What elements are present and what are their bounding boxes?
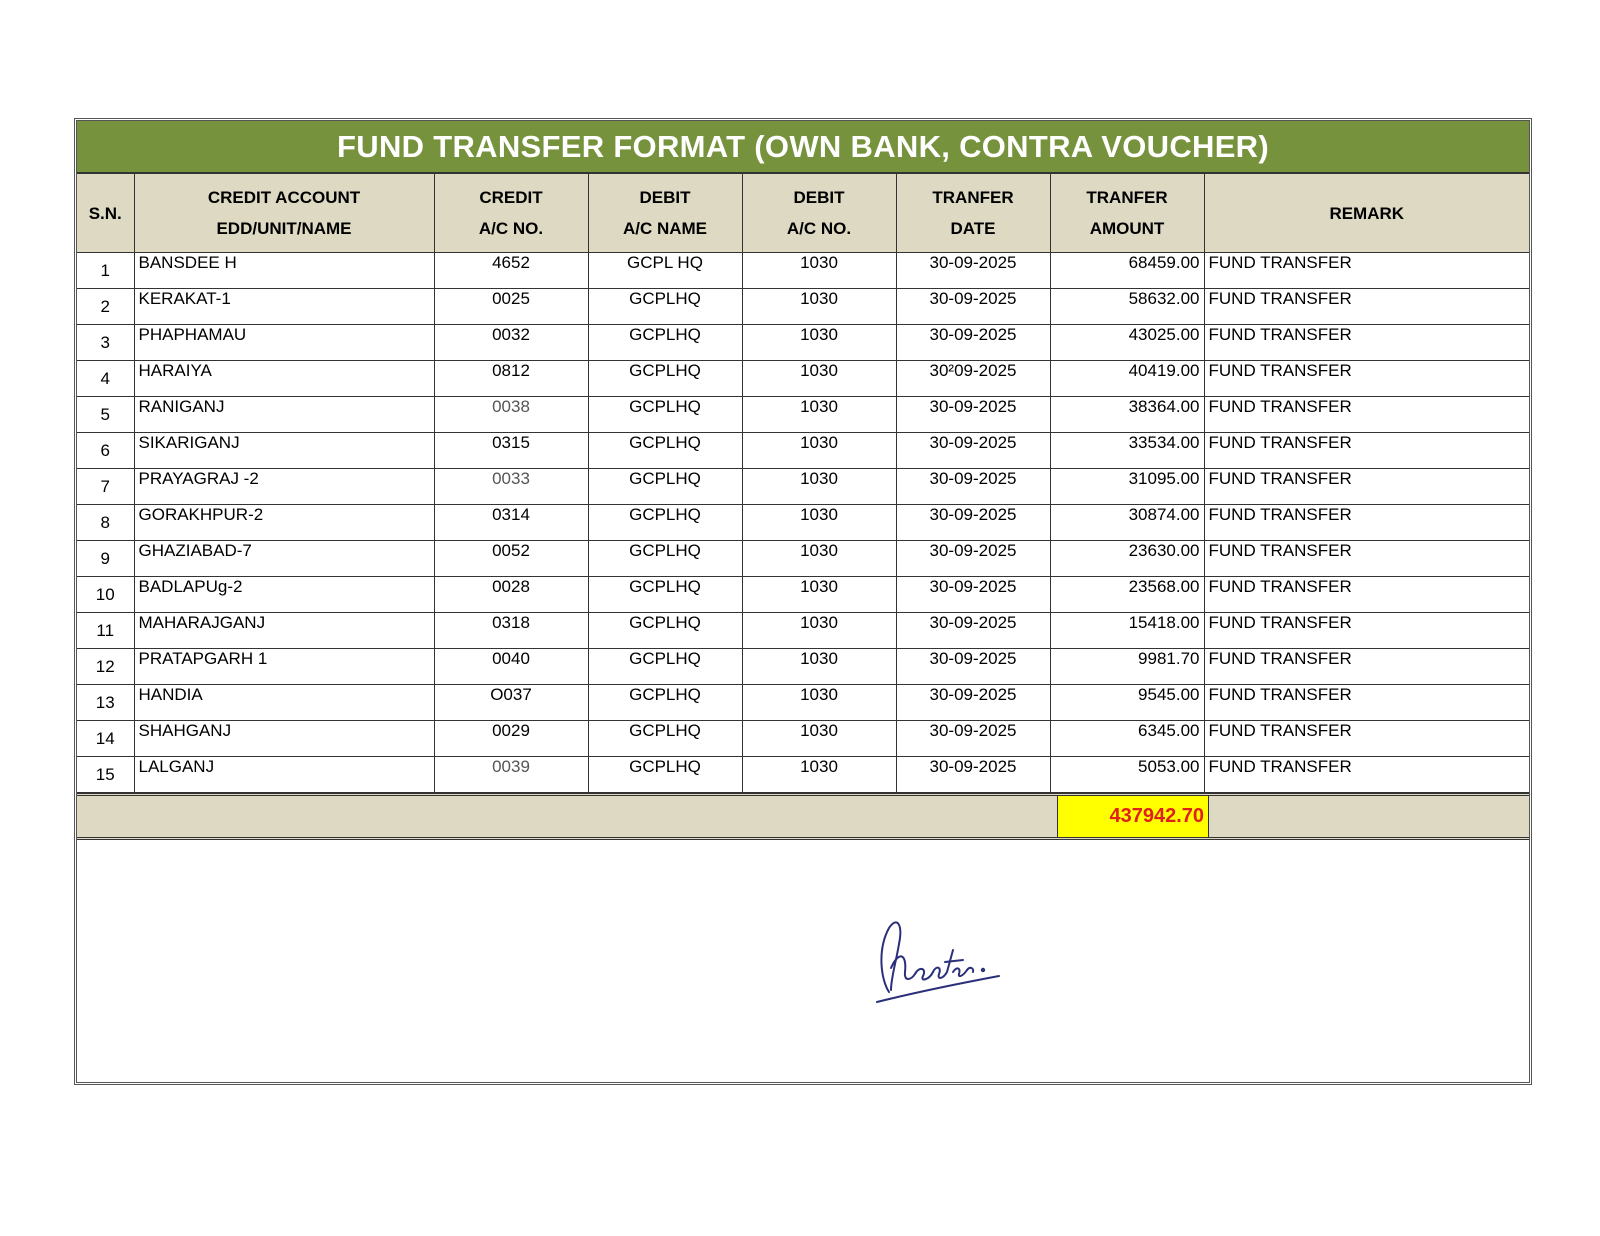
cell-credit-ac-no[interactable]: 0040: [434, 649, 588, 685]
cell-credit-account-name[interactable]: SIKARIGANJ: [134, 433, 434, 469]
cell-debit-ac-name[interactable]: GCPLHQ: [588, 649, 742, 685]
cell-sn[interactable]: 2: [77, 289, 134, 325]
cell-credit-account-name[interactable]: SHAHGANJ: [134, 721, 434, 757]
header-sn: S.N.: [77, 174, 134, 253]
cell-credit-account-name[interactable]: GHAZIABAD-7: [134, 541, 434, 577]
cell-credit-ac-no[interactable]: 0318: [434, 613, 588, 649]
total-row: [77, 793, 1529, 840]
total-row-remark-cell: [1209, 796, 1529, 837]
header-credit-ac-no: CREDIT A/C NO.: [434, 174, 588, 253]
cell-sn[interactable]: 8: [77, 505, 134, 541]
transfer-rows: [77, 253, 1529, 793]
cell-credit-account-name[interactable]: MAHARAJGANJ: [134, 613, 434, 649]
cell-debit-ac-no[interactable]: 1030: [742, 253, 896, 289]
cell-credit-ac-no[interactable]: 0033: [434, 469, 588, 505]
cell-remark[interactable]: FUND TRANSFER: [1204, 721, 1529, 757]
table-row: [77, 433, 1529, 469]
cell-remark[interactable]: FUND TRANSFER: [1204, 325, 1529, 361]
header-credit-account-name: CREDIT ACCOUNT EDD/UNIT/NAME: [134, 174, 434, 253]
cell-debit-ac-name[interactable]: GCPLHQ: [588, 757, 742, 793]
cell-transfer-date[interactable]: 30-09-2025: [896, 721, 1050, 757]
cell-credit-ac-no[interactable]: 0032: [434, 325, 588, 361]
cell-credit-account-name[interactable]: KERAKAT-1: [134, 289, 434, 325]
cell-transfer-date[interactable]: 30-09-2025: [896, 469, 1050, 505]
cell-credit-ac-no[interactable]: 0314: [434, 505, 588, 541]
total-row-filler: [77, 796, 1057, 837]
cell-sn[interactable]: 14: [77, 721, 134, 757]
cell-transfer-date[interactable]: 30²09-2025: [896, 361, 1050, 397]
cell-remark[interactable]: FUND TRANSFER: [1204, 361, 1529, 397]
table-row: [77, 397, 1529, 433]
cell-debit-ac-name[interactable]: GCPLHQ: [588, 505, 742, 541]
cell-debit-ac-name[interactable]: GCPLHQ: [588, 325, 742, 361]
cell-debit-ac-no[interactable]: 1030: [742, 577, 896, 613]
total-amount[interactable]: 437942.70: [1057, 796, 1209, 837]
cell-transfer-date[interactable]: 30-09-2025: [896, 505, 1050, 541]
cell-debit-ac-name[interactable]: GCPLHQ: [588, 433, 742, 469]
cell-transfer-amount[interactable]: 31095.00: [1050, 469, 1204, 505]
cell-sn[interactable]: 7: [77, 469, 134, 505]
cell-debit-ac-no[interactable]: 1030: [742, 721, 896, 757]
table-row: [77, 757, 1529, 793]
cell-sn[interactable]: 4: [77, 361, 134, 397]
cell-credit-ac-no[interactable]: 0052: [434, 541, 588, 577]
cell-transfer-amount[interactable]: 9545.00: [1050, 685, 1204, 721]
cell-debit-ac-no[interactable]: 1030: [742, 325, 896, 361]
cell-transfer-date[interactable]: 30-09-2025: [896, 541, 1050, 577]
cell-remark[interactable]: FUND TRANSFER: [1204, 541, 1529, 577]
table-row: [77, 253, 1529, 289]
cell-transfer-date[interactable]: 30-09-2025: [896, 253, 1050, 289]
cell-transfer-date[interactable]: 30-09-2025: [896, 433, 1050, 469]
table-row: [77, 361, 1529, 397]
table-row: [77, 649, 1529, 685]
cell-debit-ac-name[interactable]: GCPLHQ: [588, 721, 742, 757]
cell-transfer-amount[interactable]: 23568.00: [1050, 577, 1204, 613]
cell-transfer-amount[interactable]: 68459.00: [1050, 253, 1204, 289]
fund-transfer-sheet: [74, 118, 1532, 1085]
header-remark: REMARK: [1204, 174, 1529, 253]
cell-debit-ac-no[interactable]: 1030: [742, 397, 896, 433]
cell-credit-account-name[interactable]: GORAKHPUR-2: [134, 505, 434, 541]
table-row: [77, 469, 1529, 505]
cell-remark[interactable]: FUND TRANSFER: [1204, 613, 1529, 649]
cell-remark[interactable]: FUND TRANSFER: [1204, 577, 1529, 613]
cell-debit-ac-no[interactable]: 1030: [742, 757, 896, 793]
transfer-table: [77, 174, 1529, 793]
cell-transfer-date[interactable]: 30-09-2025: [896, 613, 1050, 649]
cell-debit-ac-no[interactable]: 1030: [742, 613, 896, 649]
cell-remark[interactable]: FUND TRANSFER: [1204, 433, 1529, 469]
cell-debit-ac-no[interactable]: 1030: [742, 541, 896, 577]
cell-debit-ac-no[interactable]: 1030: [742, 433, 896, 469]
cell-credit-ac-no[interactable]: 0315: [434, 433, 588, 469]
cell-transfer-amount[interactable]: 6345.00: [1050, 721, 1204, 757]
cell-credit-ac-no[interactable]: 0038: [434, 397, 588, 433]
cell-debit-ac-no[interactable]: 1030: [742, 685, 896, 721]
cell-credit-account-name[interactable]: RANIGANJ: [134, 397, 434, 433]
cell-credit-account-name[interactable]: HARAIYA: [134, 361, 434, 397]
table-row: [77, 721, 1529, 757]
signature-area: [77, 840, 1529, 1082]
cell-credit-ac-no[interactable]: 0025: [434, 289, 588, 325]
cell-transfer-amount[interactable]: 58632.00: [1050, 289, 1204, 325]
cell-debit-ac-no[interactable]: 1030: [742, 649, 896, 685]
cell-sn[interactable]: 15: [77, 757, 134, 793]
cell-transfer-date[interactable]: 30-09-2025: [896, 757, 1050, 793]
header-transfer-amount: TRANFER AMOUNT: [1050, 174, 1204, 253]
signature-image: [867, 910, 1007, 1010]
cell-debit-ac-name[interactable]: GCPL HQ: [588, 253, 742, 289]
cell-debit-ac-no[interactable]: 1030: [742, 289, 896, 325]
cell-debit-ac-name[interactable]: GCPLHQ: [588, 289, 742, 325]
cell-credit-account-name[interactable]: LALGANJ: [134, 757, 434, 793]
cell-transfer-amount[interactable]: 15418.00: [1050, 613, 1204, 649]
cell-remark[interactable]: FUND TRANSFER: [1204, 649, 1529, 685]
cell-sn[interactable]: 13: [77, 685, 134, 721]
cell-transfer-amount[interactable]: 43025.00: [1050, 325, 1204, 361]
cell-transfer-amount[interactable]: 33534.00: [1050, 433, 1204, 469]
cell-credit-ac-no[interactable]: 0812: [434, 361, 588, 397]
cell-remark[interactable]: FUND TRANSFER: [1204, 289, 1529, 325]
cell-transfer-date[interactable]: 30-09-2025: [896, 397, 1050, 433]
table-row: [77, 577, 1529, 613]
header-transfer-date: TRANFER DATE: [896, 174, 1050, 253]
cell-remark[interactable]: FUND TRANSFER: [1204, 757, 1529, 793]
cell-transfer-amount[interactable]: 5053.00: [1050, 757, 1204, 793]
cell-transfer-amount[interactable]: 30874.00: [1050, 505, 1204, 541]
table-row: [77, 289, 1529, 325]
cell-sn[interactable]: 12: [77, 649, 134, 685]
cell-debit-ac-name[interactable]: GCPLHQ: [588, 541, 742, 577]
table-row: [77, 541, 1529, 577]
cell-debit-ac-name[interactable]: GCPLHQ: [588, 469, 742, 505]
cell-remark[interactable]: FUND TRANSFER: [1204, 505, 1529, 541]
cell-debit-ac-name[interactable]: GCPLHQ: [588, 397, 742, 433]
cell-credit-ac-no[interactable]: O037: [434, 685, 588, 721]
cell-credit-ac-no[interactable]: 0029: [434, 721, 588, 757]
cell-debit-ac-name[interactable]: GCPLHQ: [588, 361, 742, 397]
cell-sn[interactable]: 6: [77, 433, 134, 469]
header-debit-ac-no: DEBIT A/C NO.: [742, 174, 896, 253]
table-row: [77, 505, 1529, 541]
cell-credit-ac-no[interactable]: 0028: [434, 577, 588, 613]
cell-sn[interactable]: 5: [77, 397, 134, 433]
cell-credit-account-name[interactable]: PRATAPGARH 1: [134, 649, 434, 685]
cell-transfer-amount[interactable]: 9981.70: [1050, 649, 1204, 685]
cell-transfer-date[interactable]: 30-09-2025: [896, 577, 1050, 613]
cell-credit-account-name[interactable]: PRAYAGRAJ -2: [134, 469, 434, 505]
cell-debit-ac-no[interactable]: 1030: [742, 505, 896, 541]
header-row: [77, 174, 1529, 253]
cell-remark[interactable]: FUND TRANSFER: [1204, 685, 1529, 721]
header-debit-ac-name: DEBIT A/C NAME: [588, 174, 742, 253]
cell-sn[interactable]: 9: [77, 541, 134, 577]
cell-transfer-amount[interactable]: 38364.00: [1050, 397, 1204, 433]
cell-transfer-date[interactable]: 30-09-2025: [896, 289, 1050, 325]
cell-sn[interactable]: 11: [77, 613, 134, 649]
cell-debit-ac-name[interactable]: GCPLHQ: [588, 577, 742, 613]
cell-remark[interactable]: FUND TRANSFER: [1204, 397, 1529, 433]
cell-sn[interactable]: 1: [77, 253, 134, 289]
cell-remark[interactable]: FUND TRANSFER: [1204, 253, 1529, 289]
cell-sn[interactable]: 3: [77, 325, 134, 361]
cell-credit-ac-no[interactable]: 4652: [434, 253, 588, 289]
table-row: [77, 325, 1529, 361]
cell-debit-ac-name[interactable]: GCPLHQ: [588, 685, 742, 721]
cell-credit-account-name[interactable]: HANDIA: [134, 685, 434, 721]
cell-transfer-amount[interactable]: 23630.00: [1050, 541, 1204, 577]
cell-transfer-amount[interactable]: 40419.00: [1050, 361, 1204, 397]
cell-transfer-date[interactable]: 30-09-2025: [896, 649, 1050, 685]
cell-debit-ac-name[interactable]: GCPLHQ: [588, 613, 742, 649]
cell-sn[interactable]: 10: [77, 577, 134, 613]
cell-debit-ac-no[interactable]: 1030: [742, 361, 896, 397]
cell-credit-account-name[interactable]: BADLAPUg-2: [134, 577, 434, 613]
cell-transfer-date[interactable]: 30-09-2025: [896, 325, 1050, 361]
cell-remark[interactable]: FUND TRANSFER: [1204, 469, 1529, 505]
cell-credit-account-name[interactable]: BANSDEE H: [134, 253, 434, 289]
cell-transfer-date[interactable]: 30-09-2025: [896, 685, 1050, 721]
cell-credit-ac-no[interactable]: 0039: [434, 757, 588, 793]
cell-debit-ac-no[interactable]: 1030: [742, 469, 896, 505]
cell-credit-account-name[interactable]: PHAPHAMAU: [134, 325, 434, 361]
table-row: [77, 613, 1529, 649]
table-row: [77, 685, 1529, 721]
sheet-title: FUND TRANSFER FORMAT (OWN BANK, CONTRA VOUCHER): [77, 121, 1529, 174]
